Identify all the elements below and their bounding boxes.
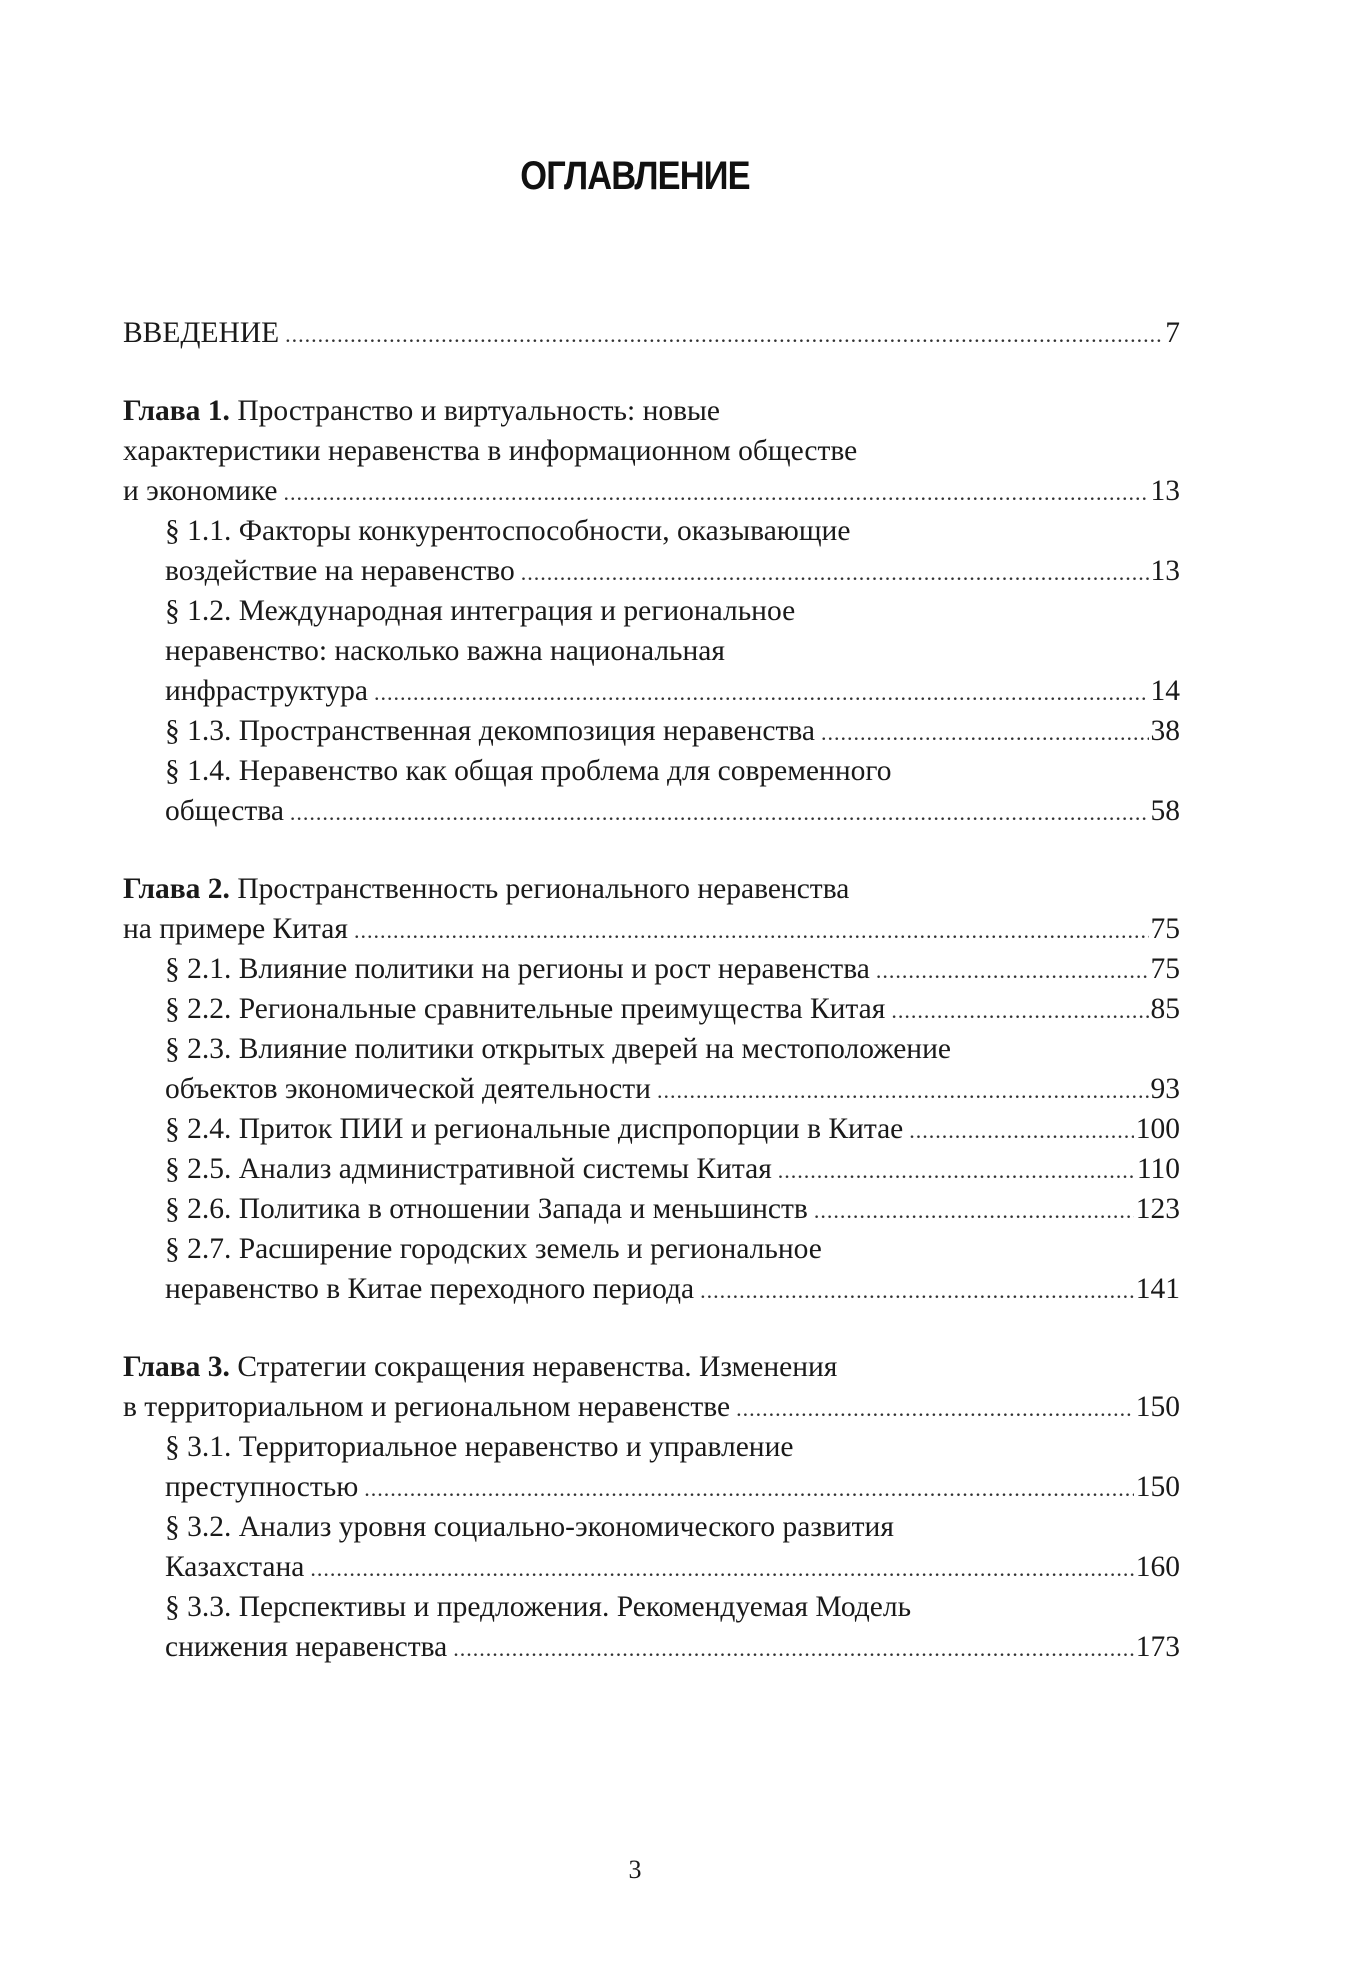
chapter-spacer [123,1309,1180,1347]
toc-section-3-3[interactable] [123,1587,1180,1627]
toc-section-2-7[interactable] [123,1229,1180,1269]
toc-section-1-4[interactable] [123,791,1180,831]
toc-entry-text: § 2.2. Региональные сравнительные преимущества Китая [165,993,886,1025]
page-number: 3 [628,1855,642,1884]
toc-section-2-5[interactable] [123,1149,1180,1189]
toc-page-number: 150 [1135,1391,1180,1423]
toc-entry-text: § 2.4. Приток ПИИ и региональные диспропорции в Китае [165,1113,904,1145]
toc-entry-text [123,869,849,909]
toc-section-1-4[interactable] [123,751,1180,791]
toc-page-number: 13 [1150,475,1180,507]
chapter-title-line: Стратегии сокращения неравенства. Изменения [237,1351,838,1383]
toc-section-1-2[interactable] [123,631,1180,671]
toc-entry-text: § 2.3. Влияние политики открытых дверей на местоположение [165,1033,951,1065]
dot-leader [821,713,1149,753]
toc-entry-text: § 2.1. Влияние политики на регионы и рост неравенства [165,953,870,985]
dot-leader [284,473,1149,513]
toc-section-2-3[interactable] [123,1029,1180,1069]
dot-leader [374,673,1148,713]
dot-leader [310,1549,1133,1589]
toc-section-3-3[interactable] [123,1627,1180,1667]
toc-page-number: 7 [1165,317,1180,349]
toc-entry-text: § 1.3. Пространственная декомпозиция неравенства [165,715,815,747]
toc-section-1-2[interactable] [123,591,1180,631]
toc-page-number: 110 [1136,1153,1180,1185]
toc-entry-text: § 2.7. Расширение городских земель и региональное [165,1233,822,1265]
toc-page-number: 85 [1150,993,1180,1025]
toc-section-2-4[interactable] [123,1109,1180,1149]
toc-entry-text: Казахстана [165,1551,305,1583]
toc-section-2-7[interactable] [123,1269,1180,1309]
toc-entry-text: § 2.5. Анализ административной системы Китая [165,1153,772,1185]
toc-page-number: 58 [1150,795,1180,827]
dot-leader [736,1389,1134,1429]
toc-page-number: 150 [1135,1471,1180,1503]
toc-entry-text: снижения неравенства [165,1631,448,1663]
toc-section-1-1[interactable] [123,551,1180,591]
toc-entry-text [123,1347,837,1387]
toc-entry-text [123,391,720,431]
toc-section-2-1[interactable] [123,949,1180,989]
toc-entry-label: ВВЕДЕНИЕ [123,317,280,349]
toc-section-1-2[interactable] [123,671,1180,711]
dot-leader [891,991,1148,1031]
toc-page-number: 123 [1135,1193,1180,1225]
table-of-contents [123,313,1180,1667]
chapter-prefix: Глава 3. [123,1351,230,1383]
toc-chapter-2[interactable] [123,869,1180,909]
toc-chapter-2[interactable] [123,909,1180,949]
chapter-prefix: Глава 1. [123,395,230,427]
toc-page-number: 93 [1150,1073,1180,1105]
dot-leader [876,951,1149,991]
toc-page-number: 75 [1150,913,1180,945]
toc-entry-text: преступностью [165,1471,359,1503]
toc-section-3-1[interactable] [123,1467,1180,1507]
chapter-prefix: Глава 2. [123,873,230,905]
toc-chapter-1[interactable] [123,471,1180,511]
toc-entry-text: на примере Китая [123,913,348,945]
toc-section-2-6[interactable] [123,1189,1180,1229]
toc-entry-text: общества [165,795,284,827]
toc-entry-text: § 3.1. Территориальное неравенство и управление [165,1431,794,1463]
toc-entry-text: § 2.6. Политика в отношении Запада и меньшинств [165,1193,808,1225]
toc-entry-text: § 1.2. Международная интеграция и региональное [165,595,796,627]
chapter-title-line: Пространственность регионального неравенства [237,873,850,905]
toc-entry-intro[interactable] [123,313,1180,353]
dot-leader [453,1629,1133,1669]
toc-entry-text: неравенство: насколько важна национальная [165,635,725,667]
toc-page-number: 38 [1150,715,1180,747]
dot-leader [521,553,1149,593]
toc-section-3-2[interactable] [123,1547,1180,1587]
dot-leader [909,1111,1133,1151]
toc-entry-text: неравенство в Китае переходного периода [165,1273,695,1305]
chapter-spacer [123,353,1180,391]
toc-chapter-1[interactable] [123,391,1180,431]
dot-leader [814,1191,1134,1231]
toc-page-number: 160 [1135,1551,1180,1583]
toc-chapter-3[interactable] [123,1347,1180,1387]
toc-entry-text: объектов экономической деятельности [165,1073,651,1105]
toc-page-number: 100 [1135,1113,1180,1145]
toc-entry-text: § 3.2. Анализ уровня социально-экономического развития [165,1511,894,1543]
toc-section-2-2[interactable] [123,989,1180,1029]
dot-leader [354,911,1149,951]
dot-leader [290,793,1149,833]
toc-entry-text: воздействие на неравенство [165,555,515,587]
toc-entry-text: § 3.3. Перспективы и предложения. Рекомендуемая Модель [165,1591,912,1623]
dot-leader [700,1271,1134,1311]
toc-page-number: 141 [1135,1273,1180,1305]
toc-chapter-1[interactable] [123,431,1180,471]
toc-section-2-3[interactable] [123,1069,1180,1109]
toc-section-1-1[interactable] [123,511,1180,551]
dot-leader [285,315,1163,355]
toc-entry-text: § 1.1. Факторы конкурентоспособности, оказывающие [165,515,851,547]
toc-section-1-3[interactable] [123,711,1180,751]
toc-page-number: 173 [1135,1631,1180,1663]
toc-entry-text: характеристики неравенства в информационном обществе [123,435,858,467]
page-title: ОГЛАВЛЕНИЕ [520,154,750,198]
toc-page-number: 14 [1150,675,1180,707]
toc-entry-text: инфраструктура [165,675,369,707]
chapter-spacer [123,831,1180,869]
toc-entry-text: и экономике [123,475,278,507]
toc-page-number: 13 [1150,555,1180,587]
toc-section-3-1[interactable] [123,1427,1180,1467]
toc-chapter-3[interactable] [123,1387,1180,1427]
toc-entry-text: в территориальном и региональном неравенстве [123,1391,731,1423]
dot-leader [364,1469,1134,1509]
dot-leader [778,1151,1135,1191]
toc-page-number: 75 [1150,953,1180,985]
toc-entry-text: § 1.4. Неравенство как общая проблема для современного [165,755,892,787]
toc-section-3-2[interactable] [123,1507,1180,1547]
chapter-title-line: Пространство и виртуальность: новые [237,395,720,427]
dot-leader [657,1071,1149,1111]
